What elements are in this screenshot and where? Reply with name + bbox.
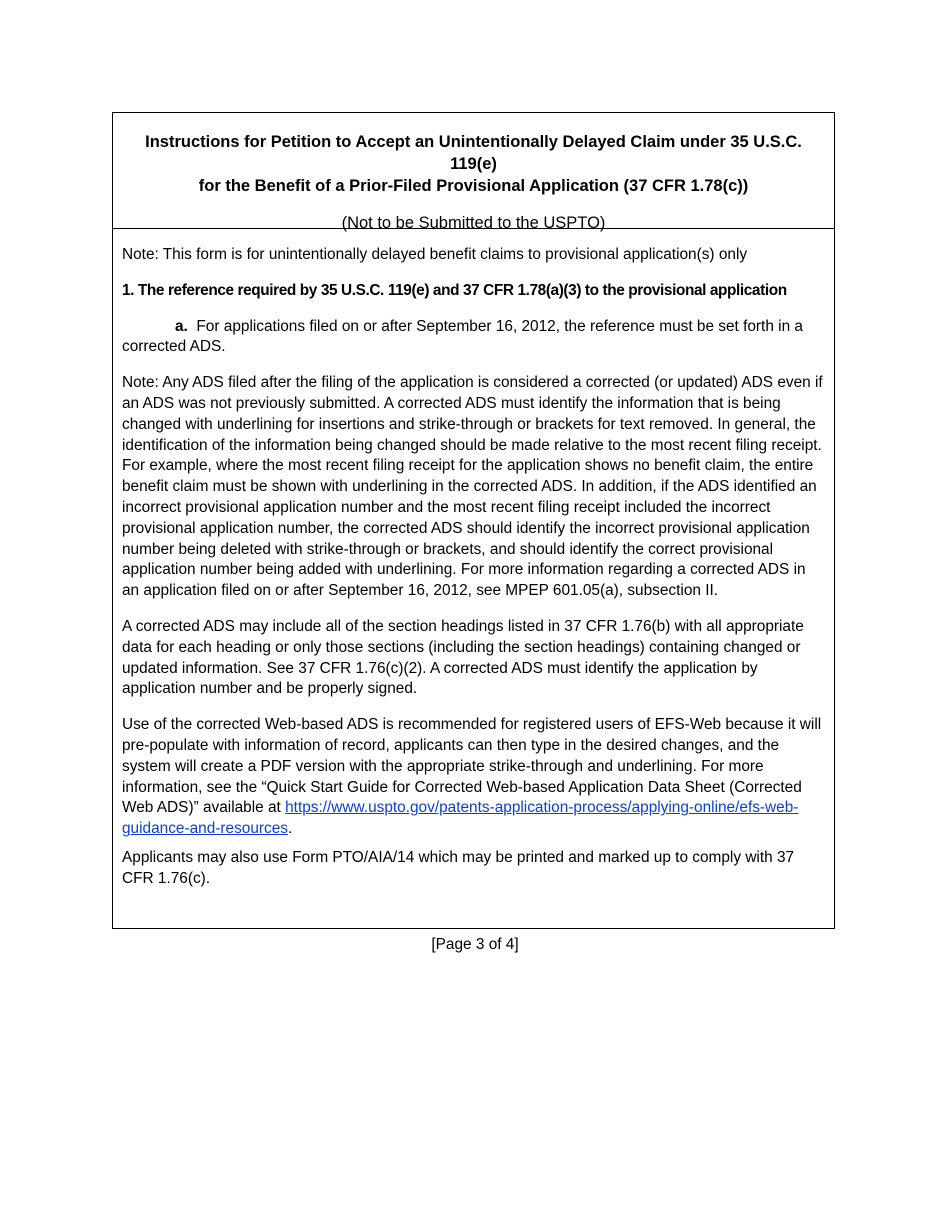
paragraph-web-ads-text: Use of the corrected Web-based ADS is recommended for registered users of EFS-Web because it will pre-populate with information of record, applicants can then type in the desired changes, and the system will create a PDF version with the appropriate strike-through and underlining. For more information, see the “Quick Start Guide for Corrected Web-based Application Data Sheet (Corrected Web ADS)” available at xyxy=(122,716,822,817)
note-corrected-ads: Note: Any ADS filed after the filing of the application is considered a corrected (or updated) ADS even if an ADS was not previously submitted. A corrected ADS must identify the information that is being changed with underlining for insertions and strike-through or brackets for text removed. In general, the identification of the information being changed should be made relative to the most recent filing receipt. For example, where the most recent filing receipt for the application shows no benefit claim, the entire benefit claim must be shown with underlining in the corrected ADS. In addition, if the ADS identified an incorrect provisional application number and the most recent filing receipt included the incorrect provisional application number, the corrected ADS should identify the incorrect provisional application number being deleted with strike-through or brackets, and should identify the correct provisional application number being added with underlining. For more information regarding a corrected ADS in an application filed on or after September 16, 2012, see MPEP 601.05(a), subsection II. xyxy=(122,374,823,600)
paragraph-aia14: Applicants may also use Form PTO/AIA/14 which may be printed and marked up to comply with 37 CFR 1.76(c). xyxy=(122,848,795,887)
form-content xyxy=(113,229,834,890)
form-subtitle: (Not to be Submitted to the USPTO) xyxy=(341,214,606,232)
uspto-efs-web-guidance-link[interactable]: https://www.uspto.gov/patents-application-process/applying-online/efs-web-guidance-and-resources xyxy=(122,799,799,838)
form-title-line-2: for the Benefit of a Prior-Filed Provisional Application (37 CFR 1.78(c)) xyxy=(198,177,749,195)
paragraph-section-headings: A corrected ADS may include all of the section headings listed in 37 CFR 1.76(b) with all appropriate data for each heading or only those sections (including the section headings) containing changed or updated information. See 37 CFR 1.76(c)(2). A corrected ADS must identify the application by application number and be properly signed. xyxy=(122,617,804,698)
link-suffix: . xyxy=(287,820,293,838)
form-title-line-1: Instructions for Petition to Accept an Unintentionally Delayed Claim under 35 U.S.C. 119(e) xyxy=(145,133,802,173)
form-title xyxy=(121,131,826,197)
instruction-form-box xyxy=(112,112,835,929)
item-a-label: a. xyxy=(175,317,188,335)
item-a xyxy=(122,317,826,359)
section-1-heading: 1. The reference required by 35 U.S.C. 119(e) and 37 CFR 1.78(a)(3) to the provisional application xyxy=(122,281,787,299)
page-number: [Page 3 of 4] xyxy=(431,936,519,953)
paragraph-web-ads xyxy=(122,715,826,840)
item-a-text: For applications filed on or after September 16, 2012, the reference must be set forth in a corrected ADS. xyxy=(122,317,803,356)
note-intro: Note: This form is for unintentionally delayed benefit claims to provisional application(s) only xyxy=(122,246,748,263)
form-header xyxy=(113,113,834,232)
